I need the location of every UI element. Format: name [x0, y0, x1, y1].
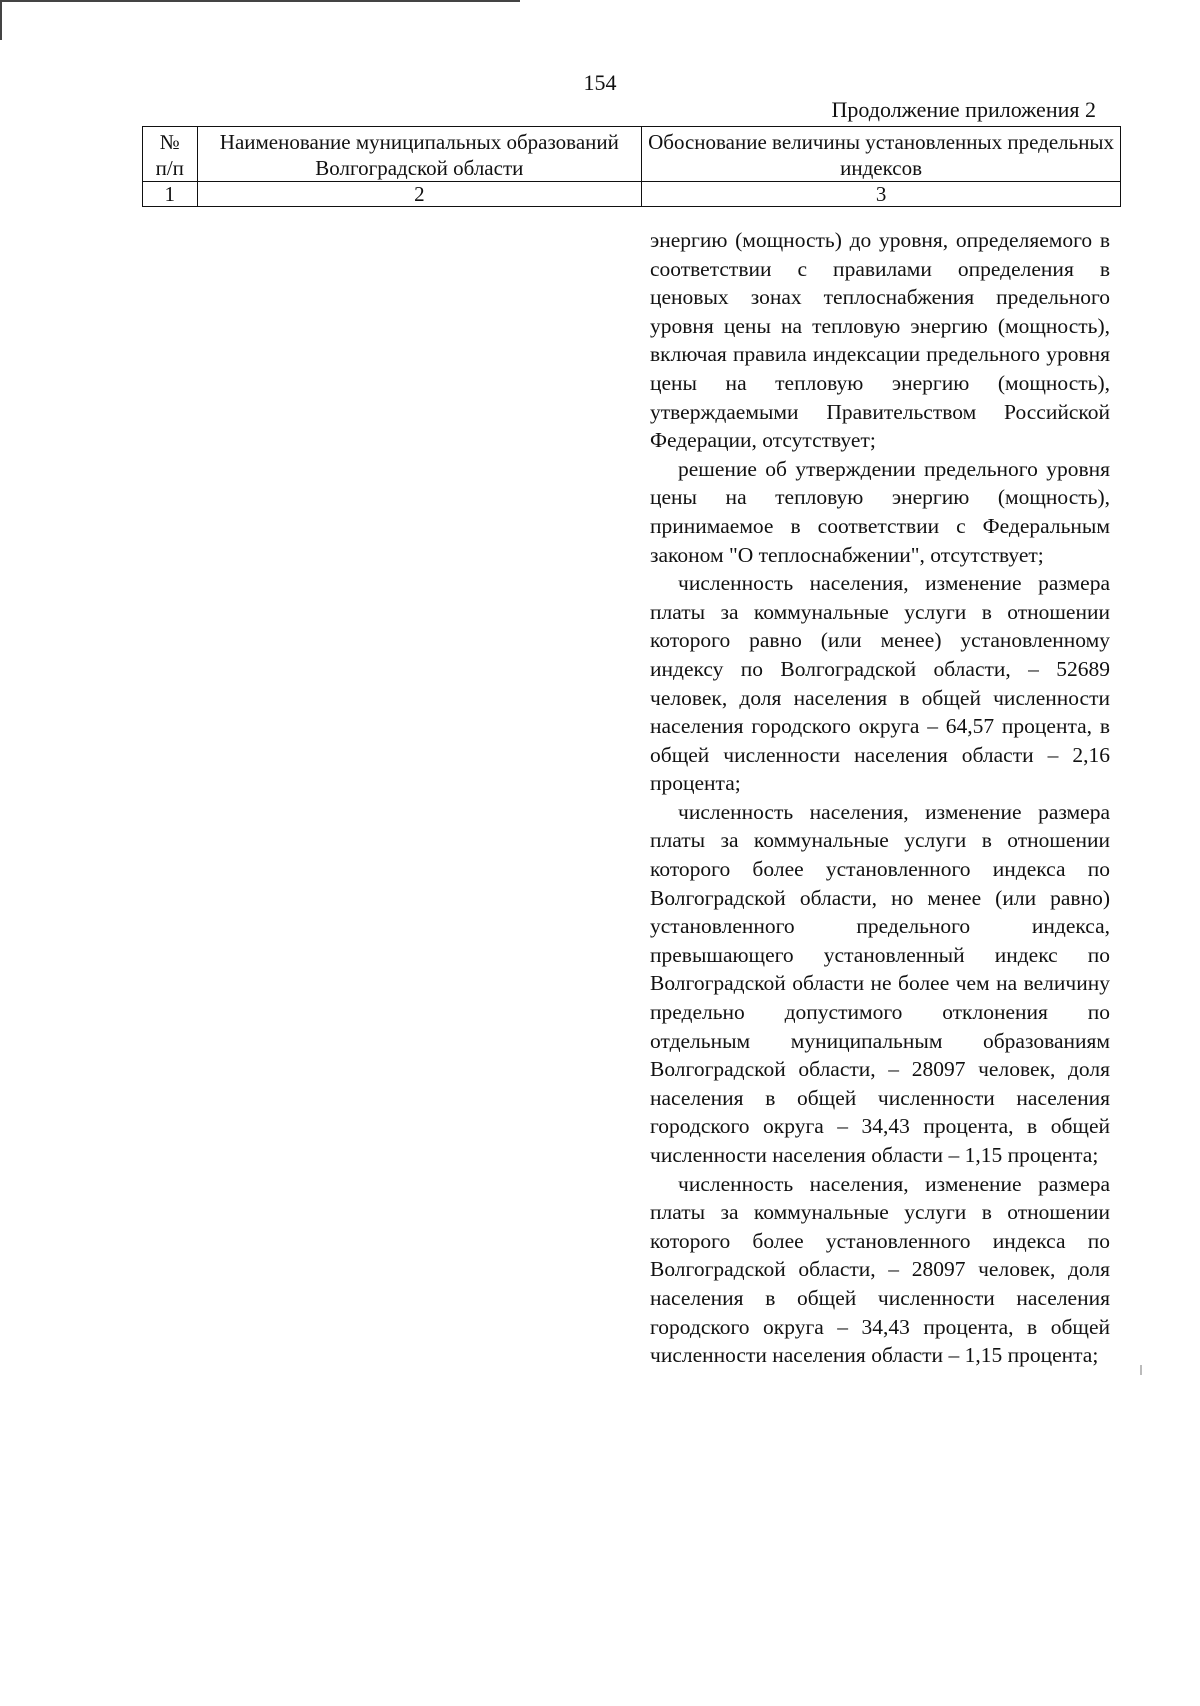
paragraph-population-between-indexes: численность населения, изменение размера платы за коммунальные услуги в отношении которого более установленного индекса по Волгоградской области, но менее (или равно) установленного предельного индекса, превышающего установленный индекс по Волгоградской области не более чем на величину предельно допустимого отклонения по отдельным муниципальным образованиям Волгоградской области, – 28097 человек, доля населения в общей численности населения городского округа – 34,43 процента, в общей численности населения области – 1,15 процента; [650, 799, 1110, 1167]
page-number: 154 [583, 70, 617, 95]
column-number-row [143, 182, 1121, 207]
paragraph-continuation: энергию (мощность) до уровня, определяемого в соответствии с правилами определения в ценовых зонах теплоснабжения предельного уровня цены на тепловую энергию (мощность), включая правила индексации предельного уровня цены на тепловую энергию (мощность), утверждаемыми Правительством Российской Федерации, отсутствует; [650, 228, 1110, 453]
column-number-1: 1 [143, 182, 198, 207]
justification-text-block [650, 226, 1110, 1370]
column-number-3: 3 [642, 182, 1121, 207]
header-justification-text: Обоснование величины установленных предельных индексов [648, 130, 1115, 180]
header-cell-municipality [197, 127, 642, 182]
column-number-2: 2 [197, 182, 642, 207]
header-municipality-text: Наименование муниципальных образований Волгоградской области [219, 130, 619, 180]
paragraph-population-above-index: численность населения, изменение размера платы за коммунальные услуги в отношении которого более установленного индекса по Волгоградской области, – 28097 человек, доля населения в общей численности населения городского округа – 34,43 процента, в общей численности населения области – 1,15 процента; [650, 1171, 1110, 1368]
header-table [142, 126, 1121, 207]
paragraph-price-decision: решение об утверждении предельного уровня цены на тепловую энергию (мощность), принимаемое в соответствии с Федеральным законом "О теплоснабжении", отсутствует; [650, 456, 1110, 567]
header-row [143, 127, 1121, 182]
header-cell-justification [642, 127, 1121, 182]
scan-edge-left [0, 0, 2, 40]
paragraph-population-equal-or-less: численность населения, изменение размера платы за коммунальные услуги в отношении которого равно (или менее) установленному индексу по Волгоградской области, – 52689 человек, доля населения в общей численности населения городского округа – 64,57 процента, в общей численности населения области – 2,16 процента; [650, 571, 1110, 796]
continuation-label: Продолжение приложения 2 [831, 97, 1096, 122]
scan-edge-mark [1140, 1365, 1142, 1375]
header-cell-number [143, 127, 198, 182]
header-number-text: № п/п [155, 130, 184, 180]
scan-edge-top [0, 0, 520, 2]
